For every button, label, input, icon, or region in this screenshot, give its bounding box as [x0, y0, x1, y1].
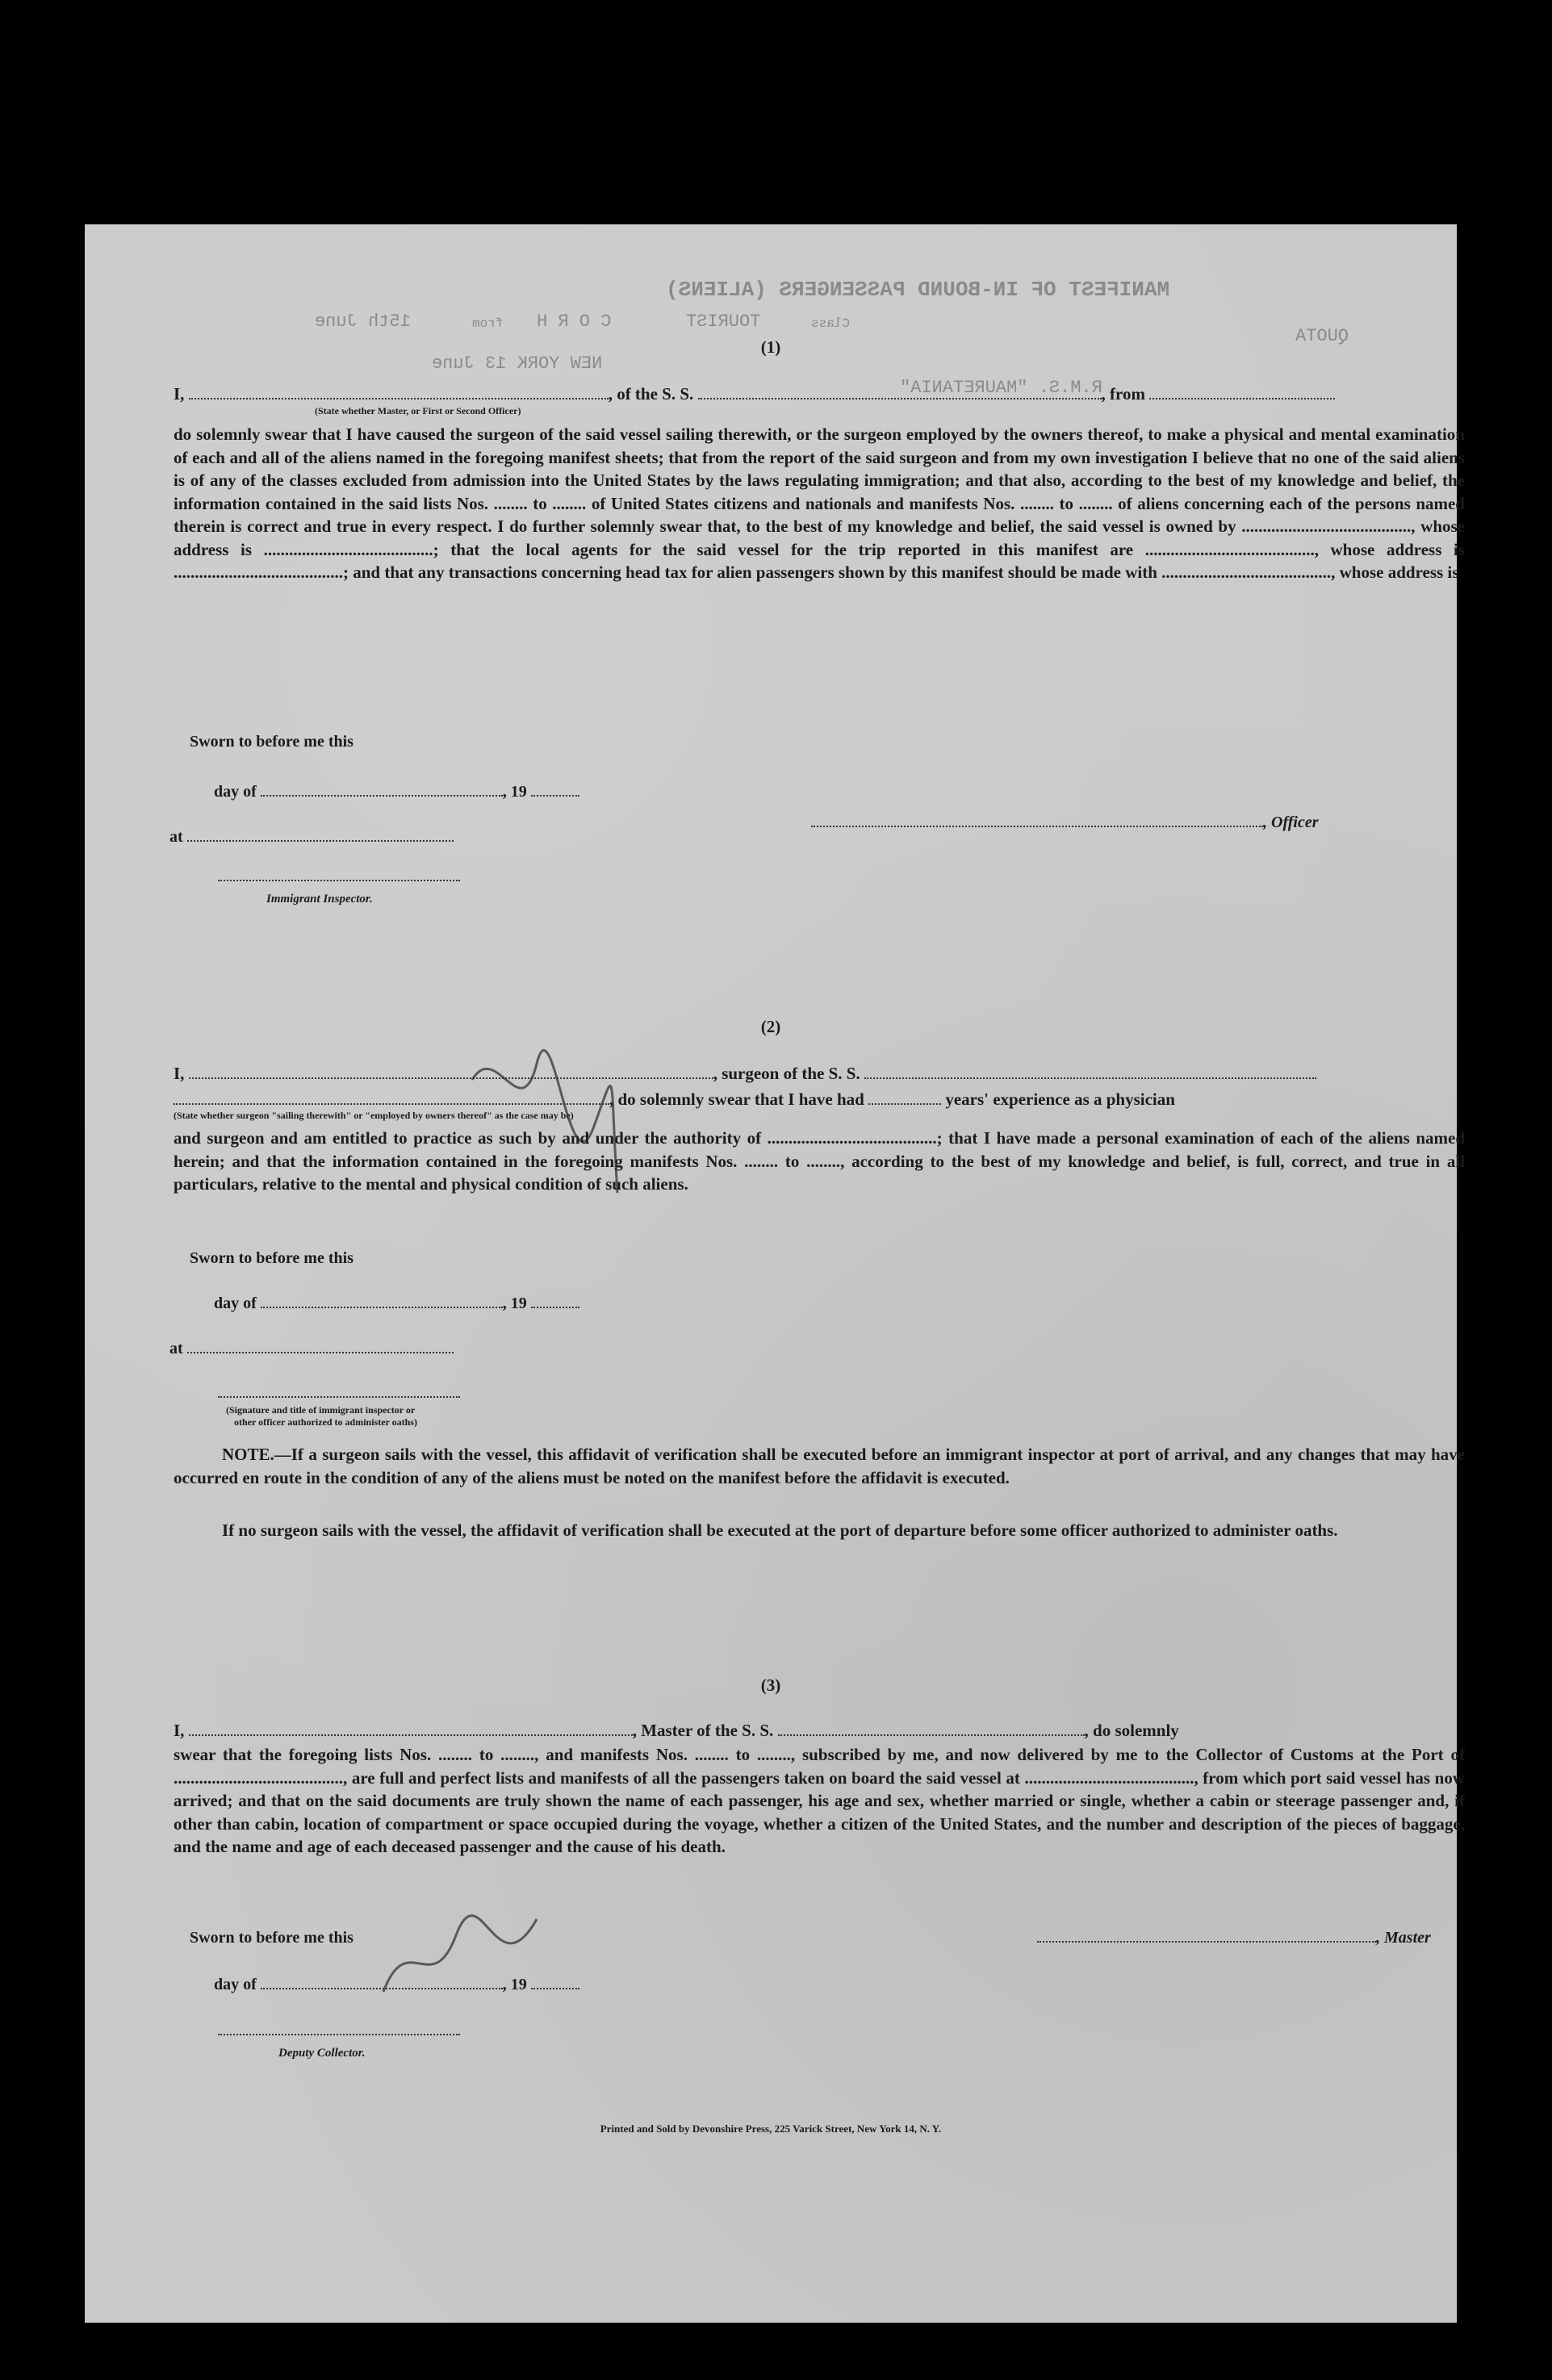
sig-note-1: (Signature and title of immigrant inspector or [226, 1404, 416, 1416]
section-3-line-1 [174, 1719, 1465, 1742]
officer-line [811, 814, 1319, 832]
officer-text: , Officer [1263, 814, 1319, 831]
master-of-ss-label: , Master of the S. S. [632, 1721, 774, 1740]
sworn-label-3: Sworn to before me this [190, 1929, 353, 1947]
at-text: at [169, 1340, 183, 1357]
section-3-paragraph: swear that the foregoing lists Nos. ........ to ........, and manifests Nos. ........ to ........, subscribed by me, and now delivered by me to the Collector of Customs at the Port of ........................................, are full and perfect lists and manifests of all the passengers taken on board the said vessel at ........................................, from which port said vessel has now arrived; and that on the said documents are truly shown the name of each passenger, his age and sex, whether married or single, whether a cabin or steerage passenger and, if other than cabin, location of compartment or space occupied during the voyage, whether a citizen of the United States, and the number and description of the pieces of baggage, and the name and age of each deceased passenger and the cause of his death. [174, 1745, 1465, 1856]
section-1-paragraph: do solemnly swear that I have caused the surgeon of the said vessel sailing therewith, or the surgeon employed by the owners thereof, to make a physical and mental examination of each and all of the aliens named in the foregoing manifest sheets; that from the report of the said surgeon and from my own investigation I believe that no one of the said aliens is of any of the classes excluded from admission into the United States by the laws regulating immigration; and that also, according to the best of my knowledge and belief, the information contained in the said lists Nos. ........ to ........ of United States citizens and nationals and manifests Nos. ........ to ........ of aliens concerning each of the persons named therein is correct and true in every respect. I do further solemnly swear that, to the best of my knowledge and belief, the said vessel is owned by ........................................, whose address is ........................................; that the local agents for the said vessel for the trip reported in this manifest are ........................................, whose address is ........................................; and that any transactions concerning head tax for alien passengers shown by this manifest should be made with ........................................, whose address is [174, 425, 1465, 582]
sworn-label-1: Sworn to before me this [190, 733, 353, 751]
bleed-port: C O R H [537, 312, 612, 332]
section-2-paragraph: and surgeon and am entitled to practice as such by and under the authority of ........................................; that I have made a personal examination of each of the aliens named herein; and that the information contained in the foregoing manifests Nos. ........ to ........, according to the best of my knowledge and belief, is full, correct, and true in all particulars, relative to the mental and physical condition of such aliens. [174, 1128, 1465, 1194]
note-paragraph: NOTE.—If a surgeon sails with the vessel, this affidavit of verification shall be executed before an immigrant inspector at port of arrival, and any changes that may have occurred en route in the condition of any of the aliens must be noted on the manifest before the affidavit is executed. [174, 1445, 1465, 1487]
surgeon-label: , surgeon of the S. S. [713, 1064, 860, 1083]
from-label: , from [1101, 384, 1145, 404]
inspector-label: Immigrant Inspector. [266, 893, 373, 906]
year-text: , 19 [502, 783, 527, 801]
printer-footer: Printed and Sold by Devonshire Press, 225 Varick Street, New York 14, N. Y. [600, 2123, 942, 2135]
sig-note-2: other officer authorized to administer oaths) [234, 1416, 417, 1428]
handwritten-scribble [464, 1031, 625, 1225]
handwritten-scribble [375, 1895, 553, 2016]
state-note: (State whether Master, or First or Second Officer) [315, 405, 521, 416]
at-label-2 [169, 1340, 454, 1358]
year-text: , 19 [502, 1295, 527, 1312]
bleed-from-label: from [472, 316, 504, 331]
section-2-line-2 [174, 1088, 1465, 1111]
section-1-line [174, 383, 1465, 405]
at-label-1 [169, 828, 454, 847]
day-of-text: day of [214, 783, 257, 801]
manifest-page [85, 224, 1465, 2323]
swear-label: , do solemnly [1084, 1721, 1179, 1740]
inspector-signature-line [218, 880, 460, 881]
surgeon-state-note: (State whether surgeon "sailing therewith" or "employed by owners thereof" as the case may be) [174, 1110, 574, 1121]
bleed-date: NEW YORK 13 June [432, 353, 603, 374]
bleed-quota: QUOTA [1295, 326, 1349, 346]
day-of-text: day of [214, 1295, 257, 1312]
master-line [1037, 1929, 1431, 1947]
at-text: at [169, 828, 183, 846]
note-paragraph-2: If no surgeon sails with the vessel, the affidavit of verification shall be executed at the port of departure before some officer authorized to administer oaths. [222, 1520, 1338, 1540]
signature-line-2 [218, 1396, 460, 1398]
i-label: I, [174, 1721, 185, 1740]
master-text: , Master [1376, 1929, 1431, 1947]
i-label: I, [174, 384, 185, 404]
collector-signature-line [218, 2034, 460, 2035]
section-3-number: (3) [760, 1675, 781, 1695]
bleed-manifest-title: MANIFEST OF IN-BOUND PASSENGERS (ALIENS) [666, 278, 1170, 302]
collector-label: Deputy Collector. [278, 2047, 366, 2060]
day-of-label-1 [214, 783, 579, 801]
section-2-number: (2) [760, 1017, 781, 1036]
of-ss-label: , of the S. S. [608, 384, 694, 404]
bleed-day: 15th June [315, 312, 411, 332]
bleed-class-label: Class [811, 316, 851, 331]
day-of-label-2 [214, 1295, 579, 1313]
year-text: , 19 [502, 1976, 527, 1993]
i-label: I, [174, 1064, 185, 1083]
swear-label: , do solemnly swear that I have had [609, 1090, 864, 1109]
bleed-class: TOURIST [686, 312, 761, 332]
day-of-text: day of [214, 1976, 257, 1993]
years-label: years' experience as a physician [945, 1090, 1175, 1109]
section-2-line-1 [174, 1062, 1465, 1085]
section-1-number: (1) [760, 337, 781, 357]
sworn-label-2: Sworn to before me this [190, 1249, 353, 1267]
bleed-ship-name: R.M.S. "MAURETANIA" [900, 378, 1102, 398]
